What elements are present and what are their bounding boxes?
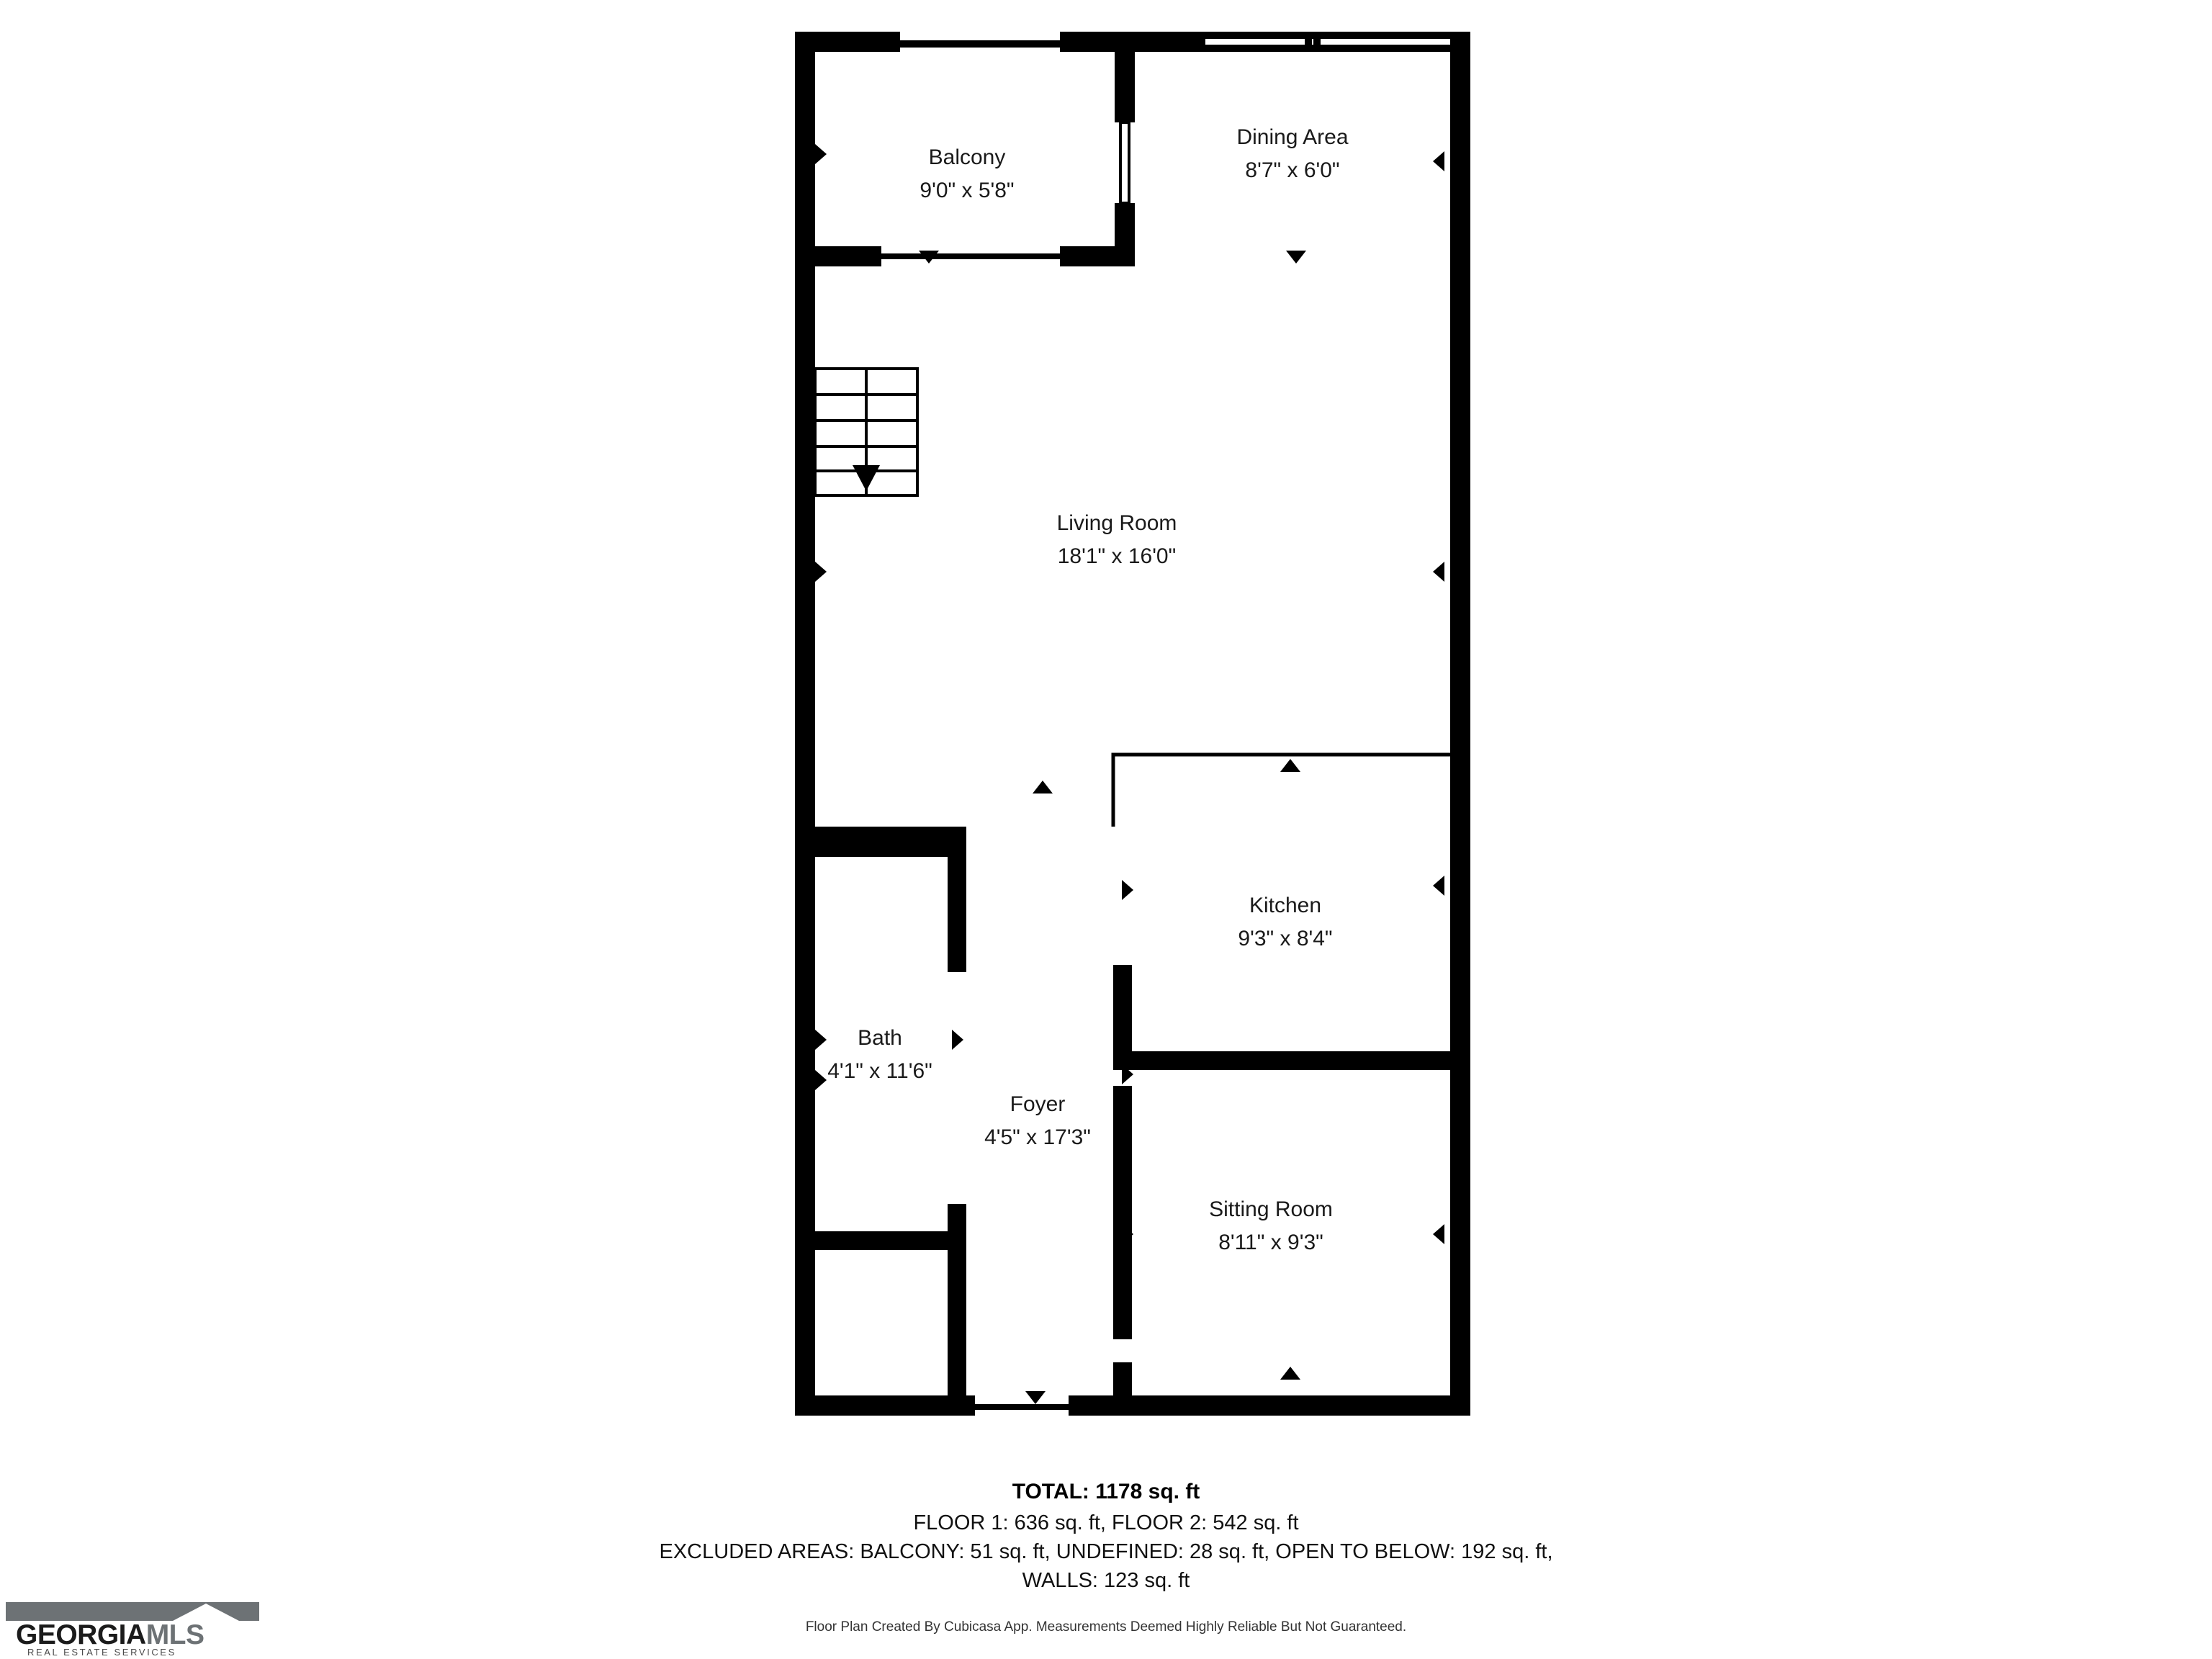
excluded-areas-line-2: WALLS: 123 sq. ft (1022, 1569, 1190, 1593)
floor-breakdown-line: FLOOR 1: 636 sq. ft, FLOOR 2: 542 sq. ft (913, 1511, 1299, 1534)
logo-roof-icon (173, 1604, 239, 1621)
room-label-kitchen-name: Kitchen (1249, 894, 1322, 917)
logo-georgia-text: GEORGIA (16, 1619, 146, 1650)
room-label-dining-name: Dining Area (1236, 125, 1349, 149)
room-label-balcony-name: Balcony (928, 145, 1006, 169)
excluded-areas-line-1: EXCLUDED AREAS: BALCONY: 51 sq. ft, UNDEFINED: 28 sq. ft, OPEN TO BELOW: 192 sq. ft, (659, 1540, 1553, 1564)
area-summary (0, 1480, 2212, 1635)
room-label-foyer-name: Foyer (1010, 1092, 1066, 1116)
room-label-dining-dims: 8'7" x 6'0" (1245, 158, 1340, 182)
room-label-bath-name: Bath (858, 1026, 902, 1050)
room-label-living-name: Living Room (1056, 511, 1177, 535)
room-label-balcony-dims: 9'0" x 5'8" (920, 179, 1015, 202)
logo-mls-text: MLS (145, 1619, 204, 1650)
credit-line: Floor Plan Created By Cubicasa App. Measurements Deemed Highly Reliable But Not Guaranteed. (805, 1619, 1407, 1635)
room-label-sitting-dims: 8'11" x 9'3" (1218, 1231, 1323, 1254)
logo-tagline: REAL ESTATE SERVICES (27, 1647, 176, 1658)
georgia-mls-logo (6, 1602, 259, 1659)
total-area-line: TOTAL: 1178 sq. ft (1012, 1480, 1200, 1503)
room-label-bath-dims: 4'1" x 11'6" (827, 1059, 932, 1083)
room-label-foyer-dims: 4'5" x 17'3" (984, 1125, 1091, 1149)
room-label-living-dims: 18'1" x 16'0" (1057, 544, 1177, 568)
room-label-kitchen-dims: 9'3" x 8'4" (1238, 927, 1333, 950)
room-label-sitting-name: Sitting Room (1209, 1197, 1333, 1221)
